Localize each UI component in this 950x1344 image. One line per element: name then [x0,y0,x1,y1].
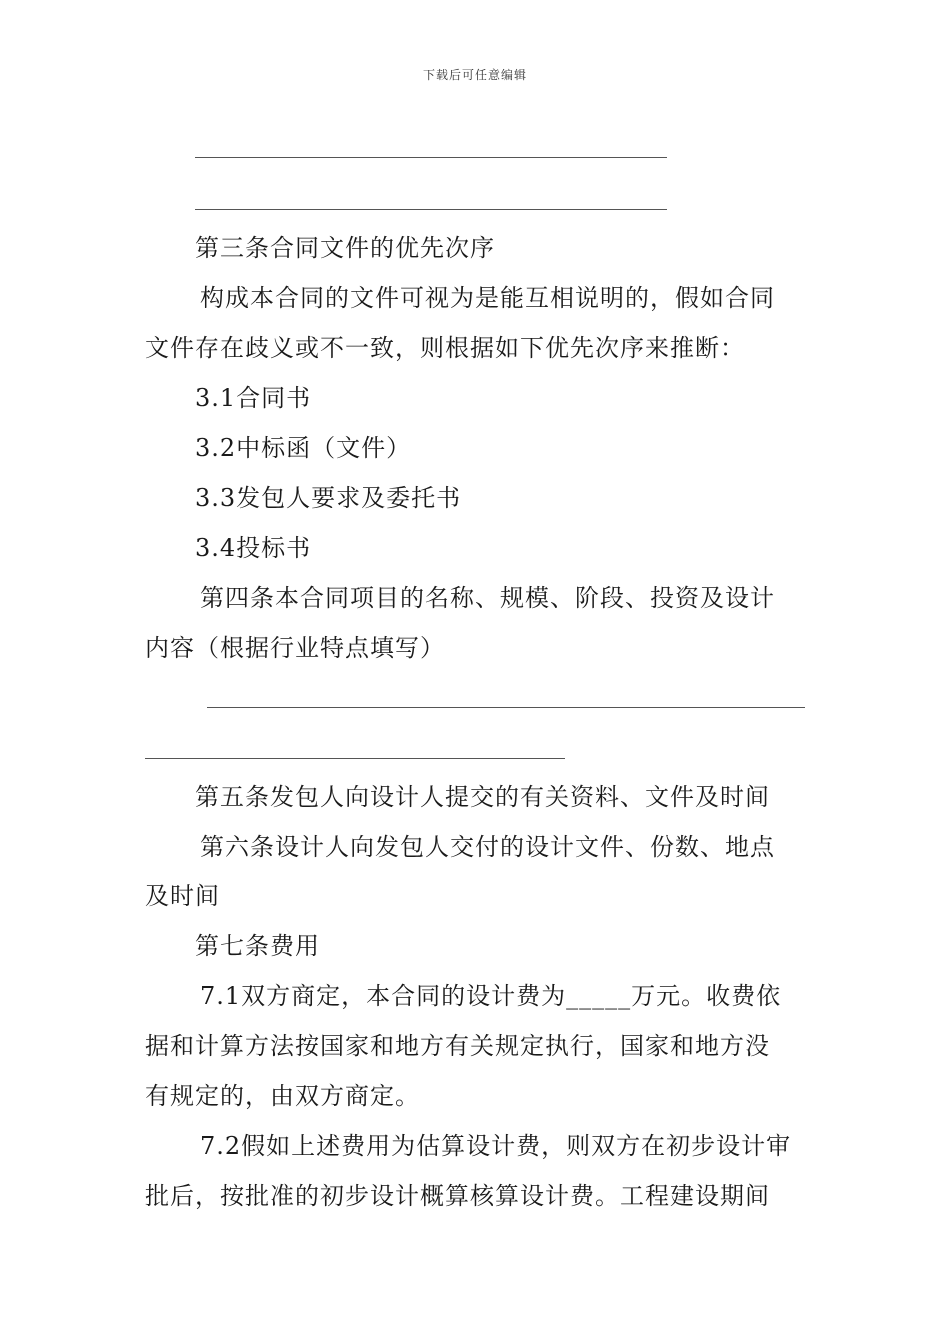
blank-fill-line [195,209,667,210]
list-item: 3.1合同书 [195,384,312,412]
article-3-paragraph: 文件存在歧义或不一致，则根据如下优先次序来推断： [145,334,745,362]
blank-fill-line [145,758,565,759]
blank-fill-line [207,707,805,708]
clause-7-1: 据和计算方法按国家和地方有关规定执行，国家和地方没 [145,1032,770,1060]
clause-7-2: 批后，按批准的初步设计概算核算设计费。工程建设期间 [145,1182,770,1210]
clause-7-1: 7.1双方商定，本合同的设计费为_____万元。收费依 [200,982,782,1010]
article-7-title: 第七条费用 [195,932,320,960]
article-4-paragraph: 内容（根据行业特点填写） [145,634,445,662]
article-5-paragraph: 第五条发包人向设计人提交的有关资料、文件及时间 [195,783,770,811]
clause-7-2: 7.2假如上述费用为估算设计费，则双方在初步设计审 [200,1132,792,1160]
blank-fill-line [195,157,667,158]
clause-7-1: 有规定的，由双方商定。 [145,1082,420,1110]
article-4-paragraph: 第四条本合同项目的名称、规模、阶段、投资及设计 [200,584,775,612]
page-header: 下载后可任意编辑 [422,68,527,82]
list-item: 3.4投标书 [195,534,312,562]
article-3-title: 第三条合同文件的优先次序 [195,234,495,262]
list-item: 3.2中标函（文件） [195,434,412,462]
article-3-paragraph: 构成本合同的文件可视为是能互相说明的，假如合同 [200,284,775,312]
article-6-paragraph: 第六条设计人向发包人交付的设计文件、份数、地点 [200,833,775,861]
list-item: 3.3发包人要求及委托书 [195,484,462,512]
article-6-paragraph: 及时间 [145,882,220,910]
